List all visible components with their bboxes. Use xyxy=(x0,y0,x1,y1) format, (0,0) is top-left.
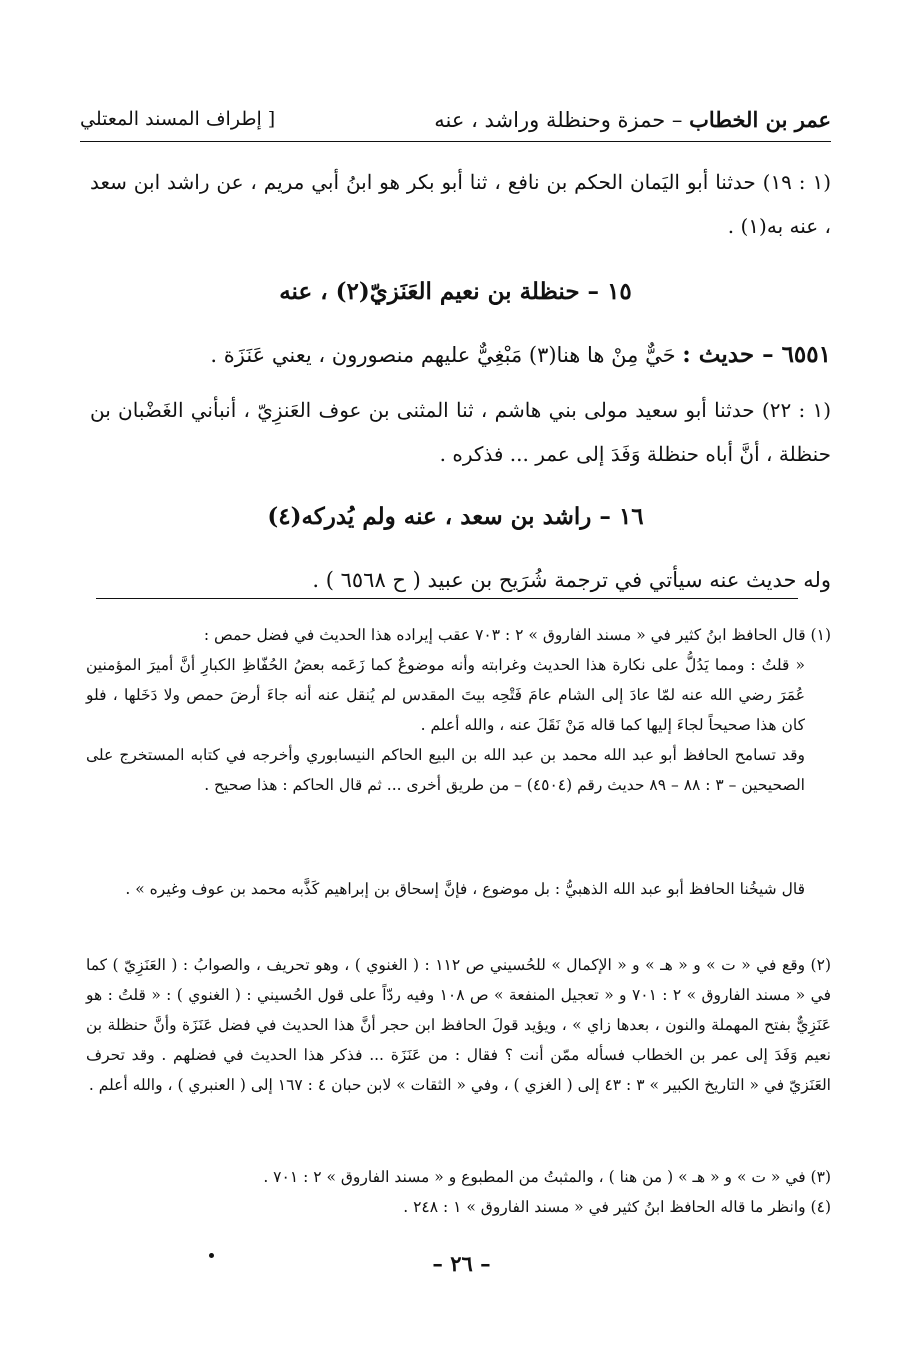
header-rule xyxy=(80,141,831,142)
running-head-name: عمر بن الخطاب xyxy=(689,106,831,132)
running-head-right xyxy=(434,107,831,132)
running-head xyxy=(80,100,831,138)
page-number: – ٢٦ – xyxy=(432,1251,491,1276)
section-heading-16: ١٦ – راشد بن سعد ، عنه ولم يُدركه(٤) xyxy=(267,503,644,530)
running-head-book-title: [ إطراف المسند المعتلي xyxy=(80,108,276,130)
running-head-subtitle: – حمزة وحنظلة وراشد ، عنه xyxy=(434,107,683,132)
footnote-2: (٢) وقع في « ت » و « هـ » و « الإكمال » للحُسيني ص ١١٢ : ( الغنوي ) ، وهو تحريف ، والصوابُ : ( العَنَزِيّ ) كما في « مسند الفاروق » ٢ : ٧٠١ و « تعجيل المنفعة » ص ١٠٨ وفيه ردّاً على قول الحُسيني : ( الغنوي ) : « قلتُ : هو عَنَزِيٌّ بفتح المهملة والنون ، بعدها زاي » ، ويؤيد قولَ الحافظ ابن حجر أنَّ هذا الحديث في فضل عَنَزَة وأنَّ حنظلة بن نعيم وَفَدَ إلى عمر بن الخطاب فسأله ممّن أنت ؟ فقال : من عَنَزَة ... فذكر هذا الحديث في فضلهم . وقد تحرف العَنَزيّ في « التاريخ الكبير » ٣ : ٤٣ إلى ( الغزي ) ، وفي « الثقات » لابن حبان ٤ : ١٦٧ إلى ( العنبري ) ، والله أعلم . xyxy=(86,956,831,1094)
footnote-1-dhahabi: قال شيخُنا الحافظ أبو عبد الله الذهبيُّ : بل موضوع ، فإنَّ إسحاق بن إبراهيم كَذَّبه محمد بن عوف وغيره » . xyxy=(125,880,805,898)
isnad-paragraph-22: (١ : ٢٢) حدثنا أبو سعيد مولى بني هاشم ، ثنا المثنى بن عوف العَنزِيّ ، أنبأني الغَضْبان بن حنظلة ، أنَّ أباه حنظلة وَفَدَ إلى عمر ... فذكره . xyxy=(90,398,832,466)
ink-speck xyxy=(209,1253,214,1258)
hadith-6551 xyxy=(80,337,831,373)
section-heading-15: ١٥ – حنظلة بن نعيم العَنَزيّ(٢) ، عنه xyxy=(279,278,632,305)
cross-reference: وله حديث عنه سيأتي في ترجمة شُرَيح بن عبيد ( ح ٦٥٦٨ ) . xyxy=(312,568,831,592)
hadith-text: حَيٌّ مِنْ ها هنا(٣) مَبْغِيٌّ عليهم منصورون ، يعني عَنَزَة . xyxy=(210,343,676,367)
footnote-3: (٣) في « ت » و « هـ » ( من هنا ) ، والمثبتُ من المطبوع و « مسند الفاروق » ٢ : ٧٠١ . xyxy=(263,1168,831,1186)
isnad-paragraph-19: (١ : ١٩) حدثنا أبو اليَمان الحكم بن نافع ، ثنا أبو بكر هو ابنُ أبي مريم ، عن راشد ابن سعد ، عنه به(١) . xyxy=(90,170,831,238)
footnote-1-hakim: وقد تسامح الحافظ أبو عبد الله محمد بن عبد الله بن البيع الحاكم النيسابوري وأخرجه في كتابه المستخرج على الصحيحين – ٣ : ٨٨ – ٨٩ حديث رقم (٤٥٠٤) – من طريق أخرى ... ثم قال الحاكم : هذا صحيح . xyxy=(86,746,805,794)
footnote-1-intro: (١) قال الحافظ ابنُ كثير في « مسند الفاروق » ٢ : ٧٠٣ عقب إيراده هذا الحديث في فضل حمص : xyxy=(203,626,831,644)
footnote-rule xyxy=(96,598,798,599)
footnote-4: (٤) وانظر ما قاله الحافظ ابنُ كثير في « مسند الفاروق » ١ : ٢٤٨ . xyxy=(403,1198,831,1216)
hadith-number: ٦٥٥١ – حديث : xyxy=(682,341,831,368)
footnote-1-quote: « قلتُ : ومما يَدُلُّ على نكارة هذا الحديث وغرابته وأنه موضوعٌ كما زَعَمه بعضُ الحُفّاظِ الكبارِ أنَّ أميرَ المؤمنين عُمَرَ رضي الله عنه لمّا عادَ إلى الشام عامَ فَتْحِه بيتَ المقدس لم يُنقل عنه أنه جاءَ أرضَ حمص ولا دَخَلها ، فلو كان هذا صحيحاً لجاءَ إليها كما قاله مَنْ نَقَلَ عنه ، والله أعلم . xyxy=(86,656,805,734)
